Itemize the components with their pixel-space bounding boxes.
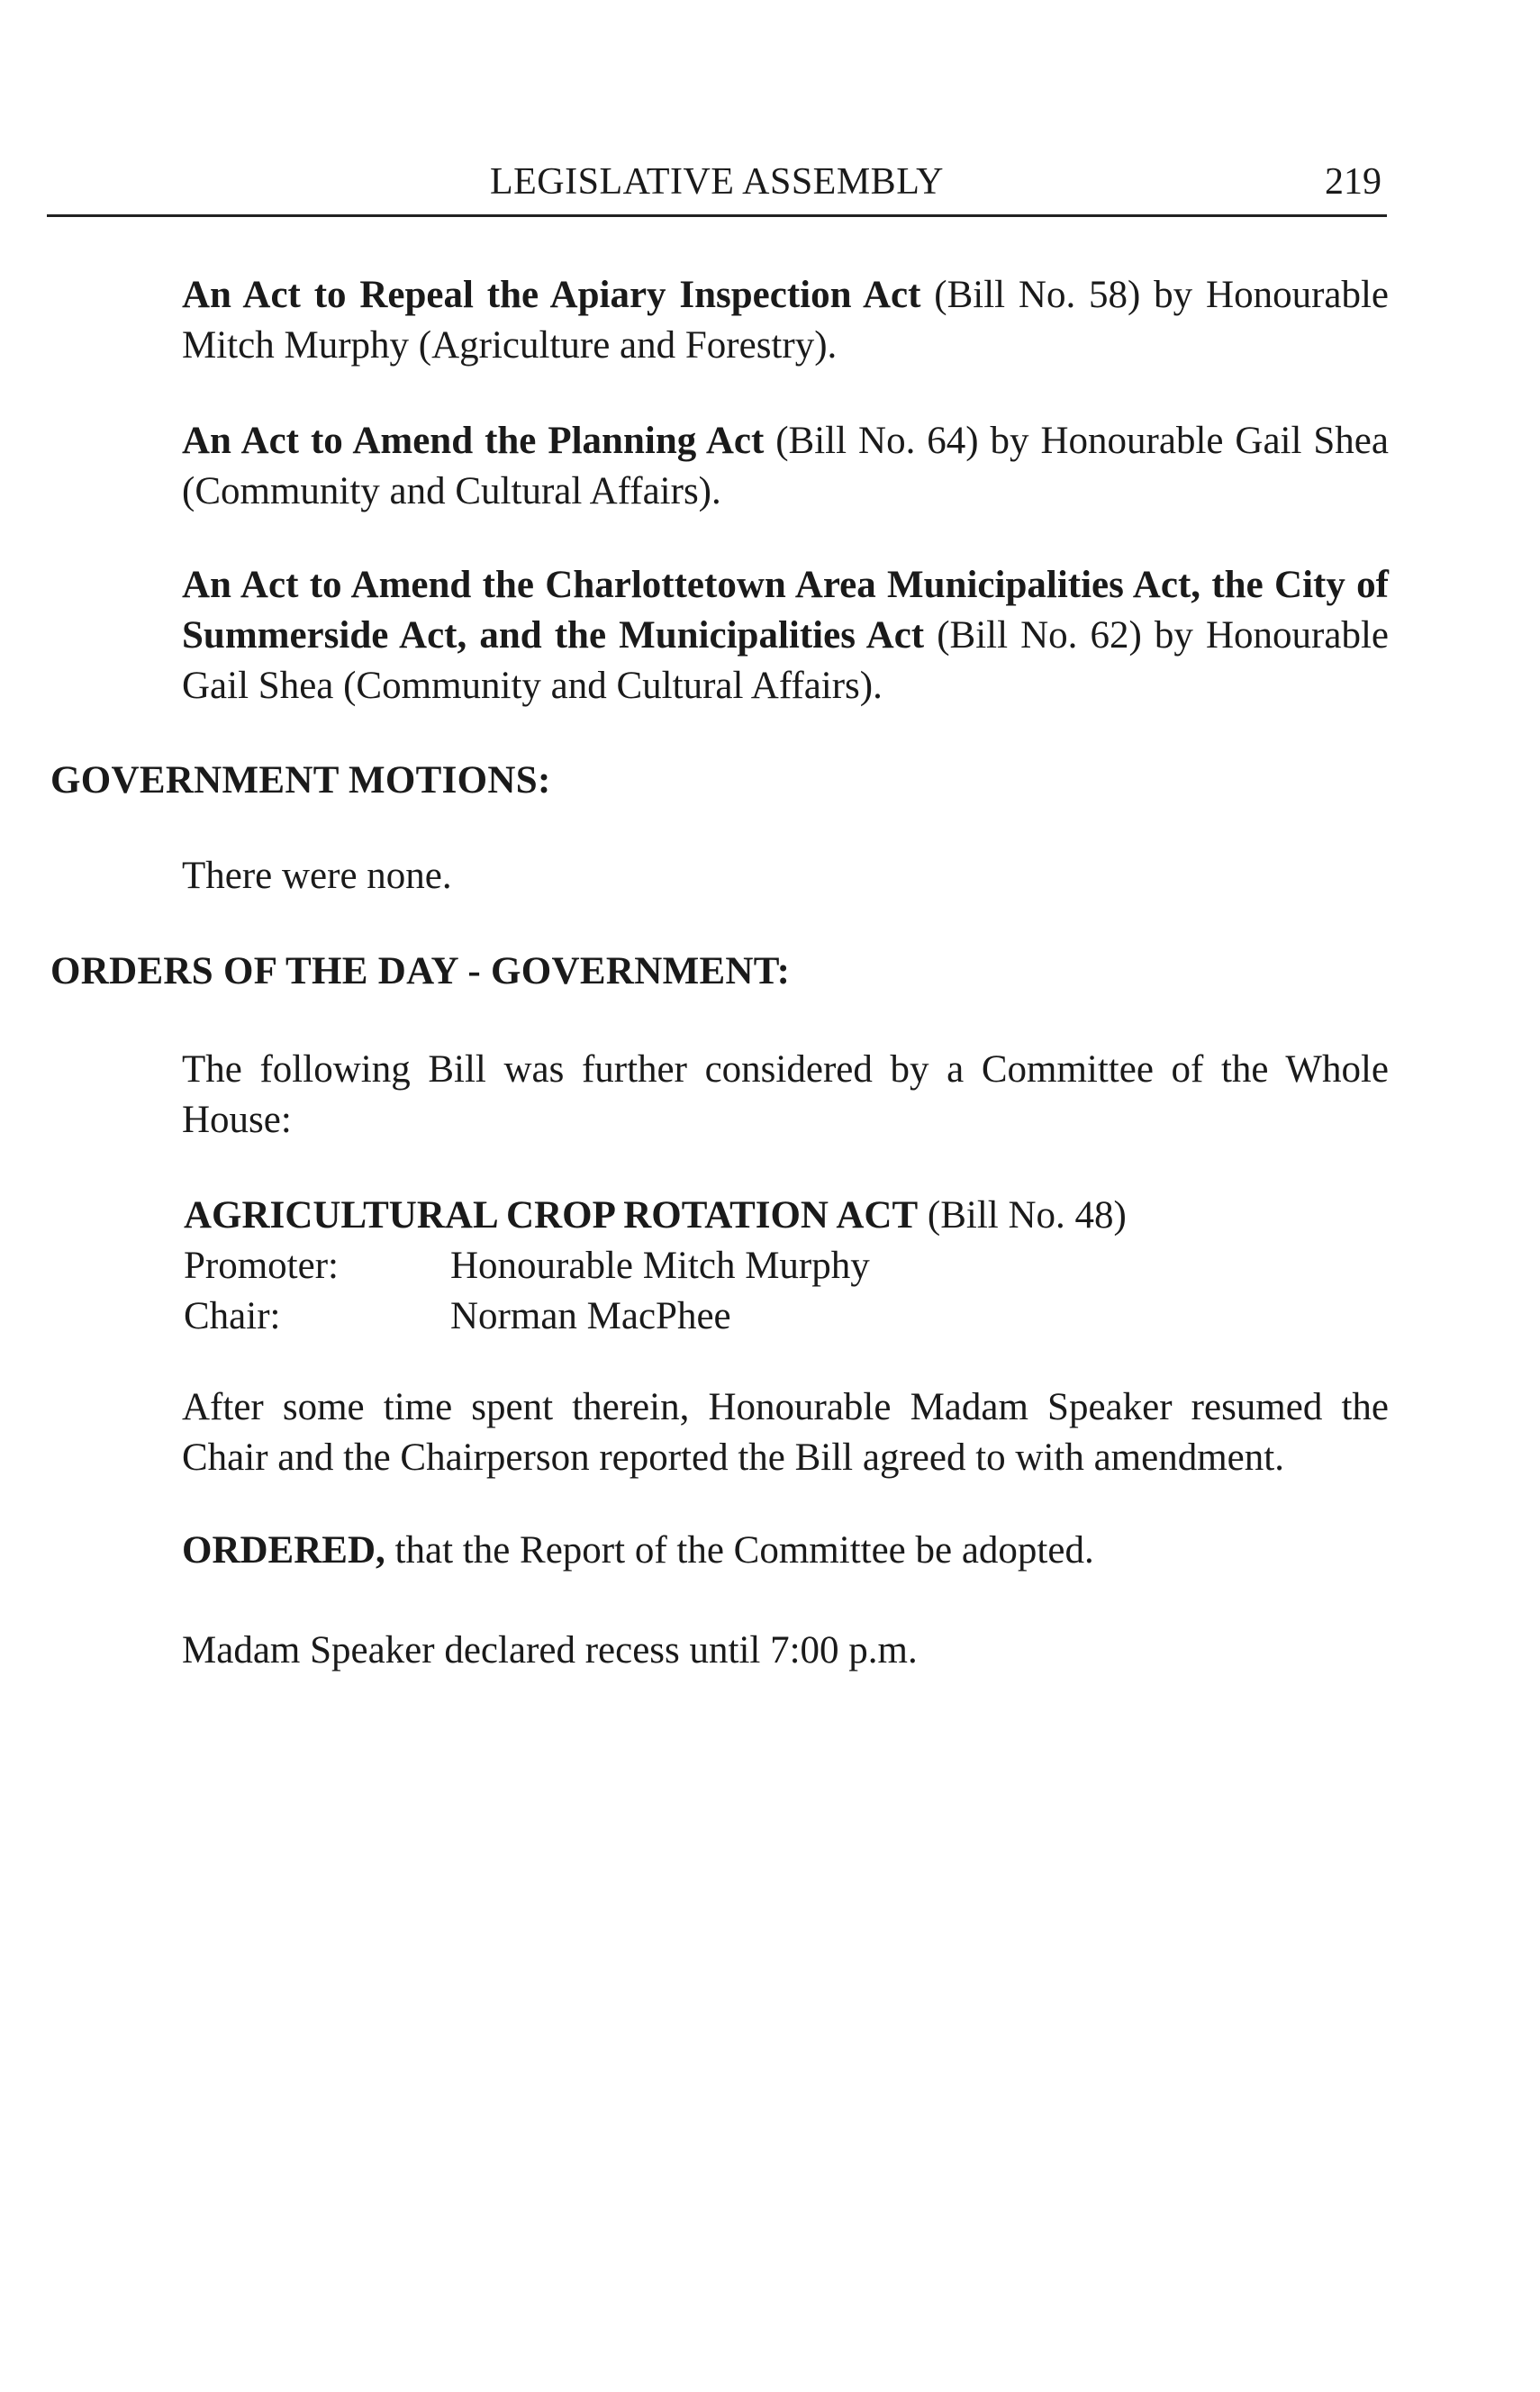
ordered-keyword: ORDERED, — [182, 1529, 385, 1572]
recess-text: Madam Speaker declared recess until 7:00 p.m. — [182, 1629, 918, 1672]
promoter-label: Promoter: — [184, 1245, 339, 1287]
committee-bill-title-line — [184, 1191, 1391, 1241]
promoter-row — [184, 1241, 1391, 1291]
committee-bill-block — [184, 1191, 1391, 1342]
promoter-value: Honourable Mitch Murphy — [450, 1245, 870, 1287]
orders-of-the-day-heading: ORDERS OF THE DAY - GOVERNMENT: — [50, 950, 791, 992]
bill-details: (Bill No. 62) by Honourable Gail Shea (Community and Cultural Affairs). — [182, 614, 1389, 707]
page-header — [47, 160, 1387, 217]
chair-row — [184, 1291, 1391, 1342]
committee-report-text: After some time spent therein, Honourable Madam Speaker resumed the Chair and the Chairperson reported the Bill agreed to with amendment. — [182, 1386, 1389, 1479]
bill-details: (Bill No. 64) by Honourable Gail Shea (Community and Cultural Affairs). — [182, 420, 1389, 512]
bill-entry-62 — [182, 560, 1389, 711]
chair-label: Chair: — [184, 1295, 281, 1337]
page-number: 219 — [1325, 161, 1381, 203]
committee-intro: The following Bill was further considered by a Committee of the Whole House: — [182, 1048, 1389, 1141]
ordered-line — [182, 1526, 1389, 1576]
ordered-text: that the Report of the Committee be adopted. — [385, 1529, 1094, 1572]
committee-bill-title: AGRICULTURAL CROP ROTATION ACT — [184, 1194, 919, 1237]
chair-value: Norman MacPhee — [450, 1295, 731, 1337]
government-motions-heading: GOVERNMENT MOTIONS: — [50, 759, 551, 802]
government-motions-text: There were none. — [182, 855, 452, 897]
bill-details: (Bill No. 58) by Honourable Mitch Murphy (Agriculture and Forestry). — [182, 274, 1390, 367]
bill-title: An Act to Amend the Planning Act — [182, 420, 765, 462]
committee-bill-number: (Bill No. 48) — [918, 1194, 1127, 1237]
bill-title: An Act to Repeal the Apiary Inspection Act — [182, 274, 921, 316]
bill-entry-58 — [182, 270, 1389, 371]
bill-title: An Act to Amend the Charlottetown Area Municipalities Act, the City of Summerside Act, and the Municipalities Act — [182, 564, 1389, 657]
header-title: LEGISLATIVE ASSEMBLY — [490, 161, 944, 203]
bill-entry-64 — [182, 416, 1389, 517]
